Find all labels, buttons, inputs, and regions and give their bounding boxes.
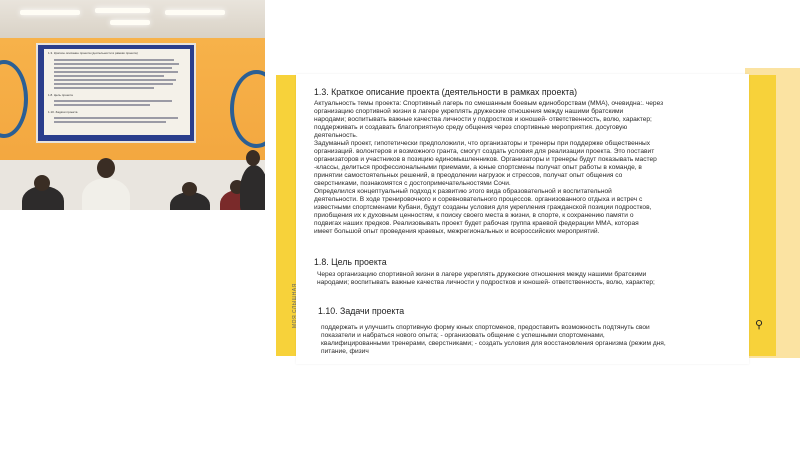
audience-head: [246, 150, 260, 166]
projected-section-title: 1.10. Задачи проекта: [48, 110, 78, 114]
projected-text-line: [54, 79, 176, 81]
projected-text-line: [54, 87, 154, 89]
section-text-description: Актуальность темы проекта: Спортивный лагерь по смешанным боевым единоборствам (ММА), очевидна:. через организацию спортивной жизни в лагере укреплять дружеские отношения между нашими братскими народами; воспитывать важные качества личности у подростков и юношей- ответственность, волю, характер; поддерживать и создавать благоприятную среду общения через спортивные мероприятия. досуговую деятельность. Задуманый проект, гипотетически предположили, что организаторы и тренеры при поддержке общественных организаций. волонтеров и возможного гранта, смогут создать условия для реализации проекта. Это поставит организаторов и участников в позицию единомышленников. Организаторы и тренеры будут показывать мастер -классы, делиться профессиональными приемами, а юные спортсмены получат опыт работы в команде, в принятии самостоятельных решений, в преодолении нагрузок и стрессов, получат опыт общения со сверстниками, познакомятся с достопримечательностями Сочи. Определился концептуальный подход к развитию этого вида образовательной и воспитательной деятельности. В ходе тренировочного и соревновательного процессов. организованного отдыха и встреч с известными спортсменами Кубани, будут созданы условия для укрепления гражданской позиции подростков, приобщения их к духовным ценностям, к поиску своего места в жизни, в спорте, к сохранению памяти о подвигах наших предков. Реализовывать проект будет рабочая группа краевой федерации ММА, которая имеет большой опыт проведения краевых, межрегиональных и всероссийских мероприятий.: [314, 100, 664, 235]
ceiling-light: [110, 20, 150, 25]
section-title-goal: 1.8. Цель проекта: [314, 257, 387, 267]
projected-text-line: [54, 63, 179, 65]
presentation-slide: [270, 60, 800, 368]
room-ceiling: [0, 0, 265, 38]
section-title-description: 1.3. Краткое описание проекта (деятельности в рамках проекта): [314, 87, 578, 97]
projected-section-title: 1.8. Цель проекта: [48, 93, 73, 97]
projected-text-line: [54, 100, 172, 102]
projected-text-line: [54, 59, 174, 61]
projected-text-line: [54, 71, 178, 73]
projected-text-line: [54, 83, 173, 85]
audience-head: [182, 182, 197, 196]
projected-slide-title: 1.3. Краткое описание проекта (деятельности в рамках проекта): [48, 51, 138, 55]
audience-member: [240, 165, 265, 210]
audience-head: [34, 175, 50, 191]
projected-text-line: [54, 117, 178, 119]
projected-text-line: [54, 121, 166, 123]
audience-head: [97, 158, 115, 178]
projected-text-line: [54, 104, 150, 106]
projection-screen: [36, 43, 196, 143]
section-text-tasks: поддержать и улучшить спортивную форму юных спортсменов, предоставить возможность подтянуть свои показатели и набраться нового опыта; - организовать общение с успешными спортсменами, квалифицированными тренерами, сверстниками; - создать условия для восстановления организма (режим дня, питание, физич: [321, 324, 666, 355]
projected-slide: [44, 49, 190, 135]
projected-text-line: [54, 75, 164, 77]
projected-text-line: [54, 67, 172, 69]
audience-member: [82, 178, 130, 210]
ceiling-light: [95, 8, 150, 13]
camera-video-tile: [0, 0, 265, 210]
slide-vertical-caption: МОЯ СЛЫШНАЯ: [292, 283, 298, 328]
section-title-tasks: 1.10. Задачи проекта: [318, 306, 405, 316]
search-icon: ⚲: [755, 319, 764, 331]
ceiling-light: [20, 10, 80, 15]
ceiling-light: [165, 10, 225, 15]
section-text-goal: Через организацию спортивной жизни в лагере укреплять дружеские отношения между нашими братскими народами; воспитывать важные качества личности у подростков и юношей- ответственность, волю, характер;: [317, 271, 655, 286]
